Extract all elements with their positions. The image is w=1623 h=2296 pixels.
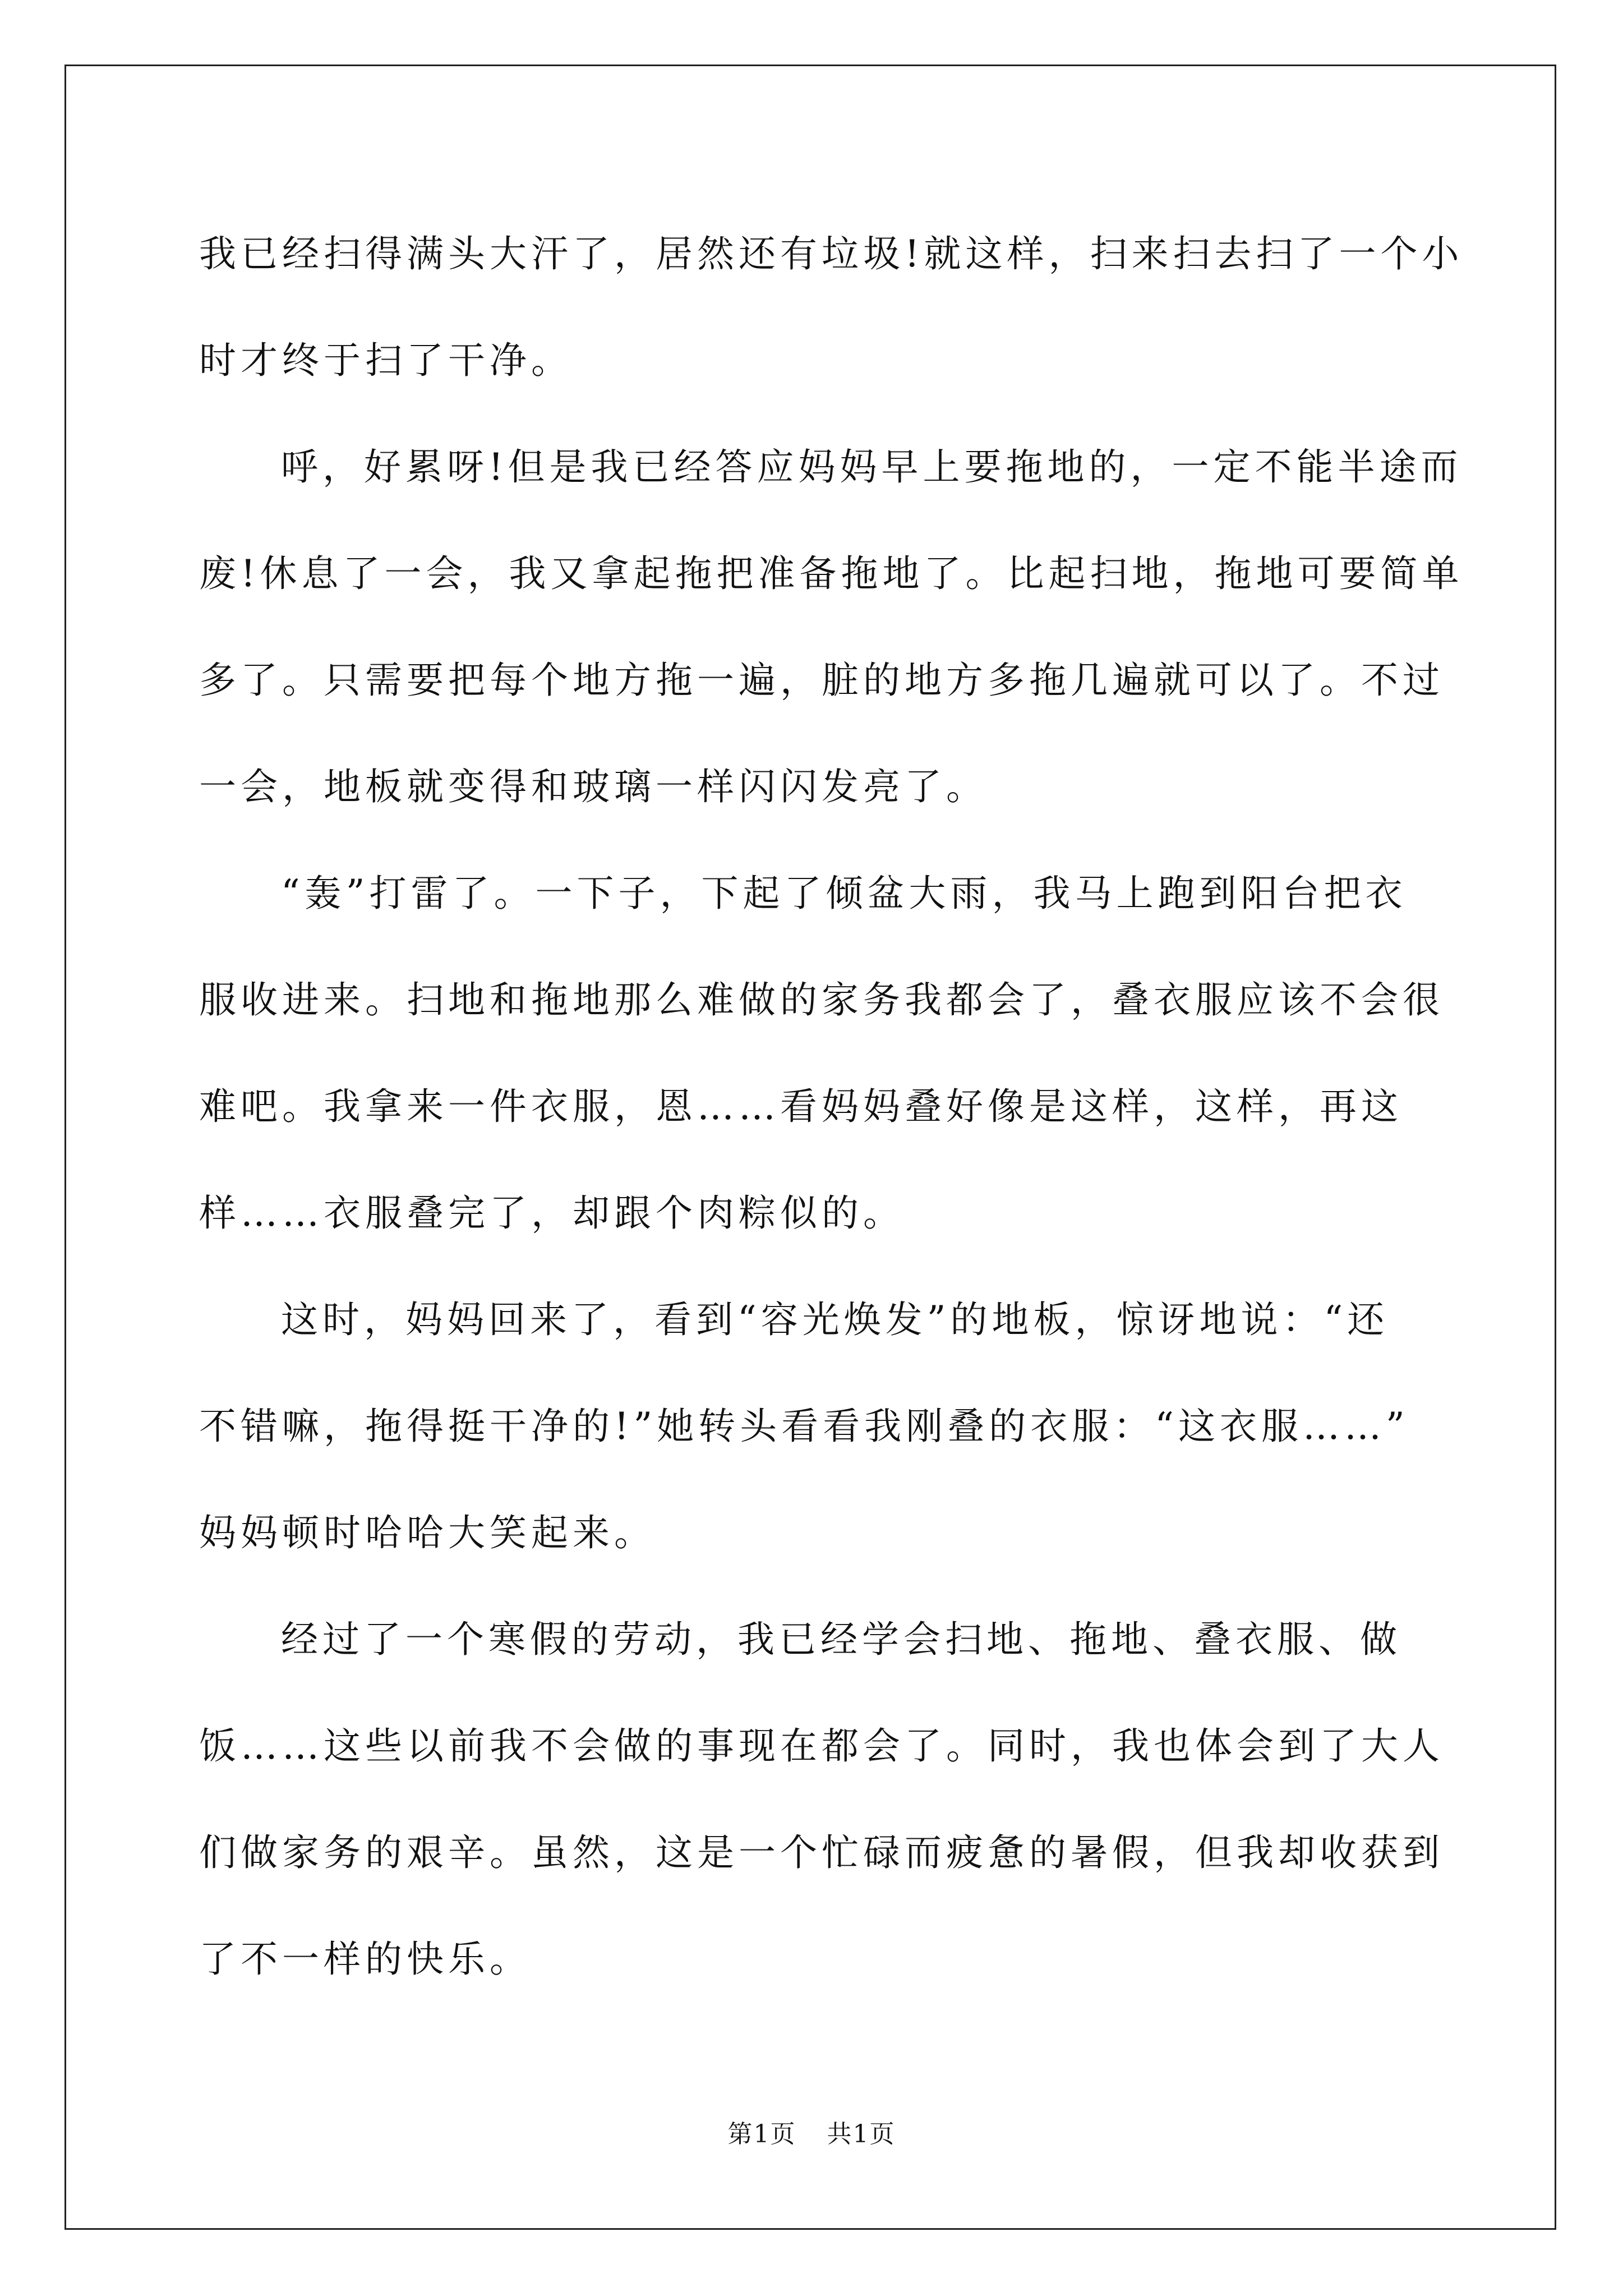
text-line-9: 难吧。我拿来一件衣服，恩……看妈妈叠好像是这样，这样，再这 bbox=[199, 1085, 1403, 1128]
text-line-13: 妈妈顿时哈哈大笑起来。 bbox=[199, 1511, 656, 1554]
page-number: 第1页 bbox=[727, 2120, 796, 2148]
page-footer bbox=[0, 2118, 1623, 2151]
text-line-1: 我已经扫得满头大汗了，居然还有垃圾!就这样，扫来扫去扫了一个小 bbox=[199, 232, 1464, 275]
text-line-3: 呼，好累呀!但是我已经答应妈妈早上要拖地的，一定不能半途而 bbox=[281, 445, 1463, 489]
text-line-14: 经过了一个寒假的劳动，我已经学会扫地、拖地、叠衣服、做 bbox=[281, 1618, 1401, 1661]
text-line-15: 饭……这些以前我不会做的事现在都会了。同时，我也体会到了大人 bbox=[199, 1724, 1444, 1768]
text-line-2: 时才终于扫了干净。 bbox=[199, 339, 573, 382]
document-body bbox=[199, 201, 1464, 2097]
text-line-7: “轰”打雷了。一下子，下起了倾盆大雨，我马上跑到阳台把衣 bbox=[281, 872, 1407, 915]
text-line-11: 这时，妈妈回来了，看到“容光焕发”的地板，惊讶地说：“还 bbox=[281, 1298, 1389, 1341]
page-total: 共1页 bbox=[827, 2120, 896, 2148]
text-line-5: 多了。只需要把每个地方拖一遍，脏的地方多拖几遍就可以了。不过 bbox=[199, 659, 1444, 702]
text-line-6: 一会，地板就变得和玻璃一样闪闪发亮了。 bbox=[199, 765, 988, 808]
text-line-12: 不错嘛，拖得挺干净的!”她转头看看我刚叠的衣服：“这衣服……” bbox=[199, 1405, 1409, 1448]
text-line-17: 了不一样的快乐。 bbox=[199, 1938, 531, 1981]
text-line-8: 服收进来。扫地和拖地那么难做的家务我都会了，叠衣服应该不会很 bbox=[199, 978, 1444, 1022]
text-line-10: 样……衣服叠完了，却跟个肉粽似的。 bbox=[199, 1191, 905, 1235]
text-line-4: 废!休息了一会，我又拿起拖把准备拖地了。比起扫地，拖地可要简单 bbox=[199, 552, 1464, 595]
text-line-16: 们做家务的艰辛。虽然，这是一个忙碌而疲惫的暑假，但我却收获到 bbox=[199, 1831, 1444, 1874]
